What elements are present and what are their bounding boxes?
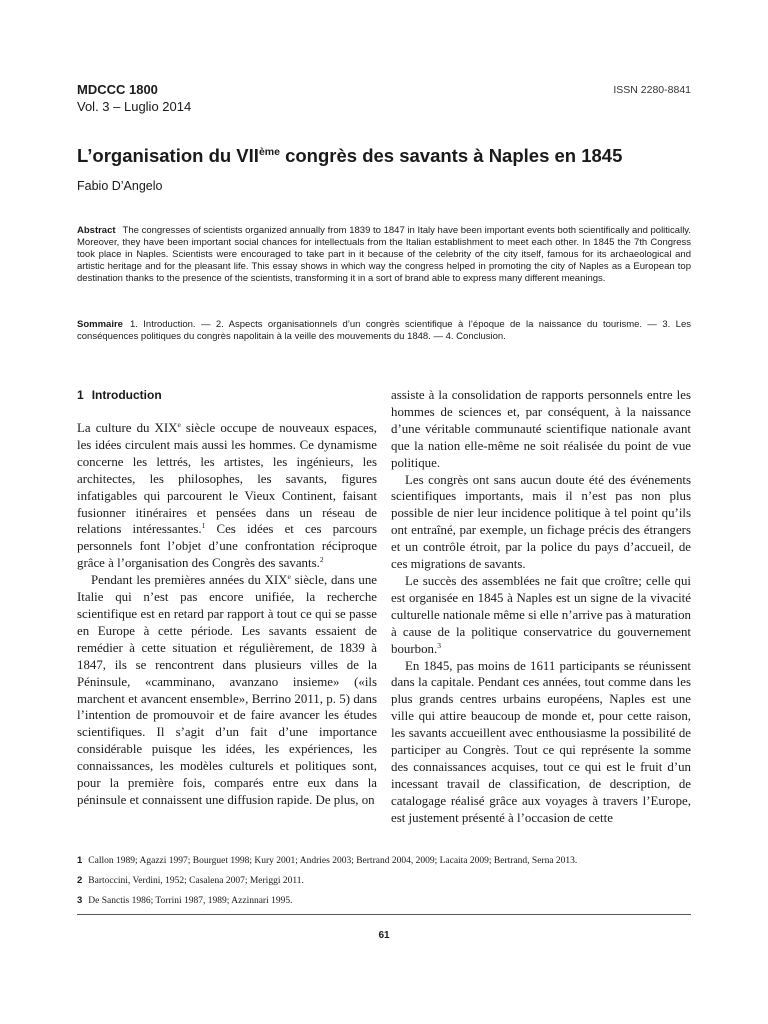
journal-volume: Vol. 3 – Luglio 2014 [77, 99, 192, 114]
text-run: La culture du XIX [77, 421, 178, 435]
text-run: siècle occupe de nouveaux espaces, les idées circulent mais aussi les hommes. Ce dynamisme concerne les lettrés, les artistes, les ingénieurs, les architectes, les philosophes, les savants, figures infatigables qui parcourent le Vieux Continent, faisant fusionner itinéraires et pensées dans un réseau de relations intéressantes. [77, 421, 377, 537]
section-title: Introduction [91, 388, 162, 402]
footnotes [77, 851, 691, 911]
article-title-main: L’organisation du VII [77, 145, 259, 166]
issn: ISSN 2280-8841 [613, 84, 691, 96]
paragraph: Les congrès ont sans aucun doute été des événements scientifiques importants, mais il n’est pas non plus possible de nier leur incidence politique à tel point qu’ils ont entraîné, par exemple, un fichage précis des étrangers et un contrôle étroit, par la police du pays d’accueil, de ces migrations de savants. [391, 472, 691, 572]
footnote-ref: 3 [437, 640, 441, 650]
abstract-label: Abstract [77, 225, 116, 236]
body-column-right [391, 387, 691, 827]
footer-rule [77, 914, 691, 915]
paragraph-continuation: assiste à la consolidation de rapports personnels entre les hommes de sciences et, par conséquent, à la naissance d’une véritable communauté scientifique nationale avant que la nation elle-même ne soit réalisée du point de vue politique. [391, 388, 691, 470]
superscript: e [287, 572, 291, 582]
sommaire [77, 319, 691, 343]
paragraph [391, 573, 691, 658]
paragraph [77, 572, 377, 809]
footnote [77, 891, 691, 911]
superscript: e [177, 420, 181, 429]
footnote-number: 3 [77, 895, 83, 906]
text-run: siècle, dans une Italie qui n’est pas encore unifiée, la recherche scientifique est en retard par rapport à tout ce qui se passe en Europe à cette période. Les savants essaient de remédier à cette situation et régulièrement, de 1839 à 1847, ils se rencontrent dans plusieurs villes de la Péninsule, «camminano, avanzano insieme» («ils marchent et avancent ensemble», Berrino 2011, p. 5) dans l’intention de promouvoir et de faire avancer les études scientifiques. Il s’agit d’un fait d’une importance considérable puisque les idées, les expériences, les connaissances, les modèles culturels et politiques sont, pour la première fois, comparés entre eux dans la péninsule et connaissent une diffusion rapide. De plus, on [77, 573, 377, 807]
text-run: Pendant les premières années du XIX [91, 573, 288, 588]
article-title-rest: congrès des savants à Naples en 1845 [279, 145, 623, 166]
sommaire-label: Sommaire [77, 319, 123, 330]
footnote [77, 851, 691, 871]
body-column-left [77, 420, 377, 809]
author-name: Fabio D’Angelo [77, 179, 163, 193]
text-run: Ces idées et ces parcours personnels font l’objet d’une confrontation réciproque grâce à l’organisation des Congrès des savants. [77, 522, 377, 571]
text-run: Le succès des assemblées ne fait que croître; celle qui est organisée en 1845 à Naples est un signe de la vivacité culturelle nationale même si elle n’arrive pas à maturation à cause de la politique conservatrice du gouvernement bourbon. [391, 573, 691, 656]
journal-name: MDCCC 1800 [77, 82, 158, 97]
paragraph [77, 420, 377, 572]
section-number: 1 [77, 388, 84, 402]
section-heading [77, 388, 162, 402]
footnote-ref: 1 [201, 521, 206, 531]
footnote-text: Bartoccini, Verdini, 1952; Casalena 2007; Meriggi 2011. [88, 876, 304, 886]
abstract [77, 225, 691, 285]
article-title-superscript: ème [258, 146, 280, 158]
page-number: 61 [378, 930, 390, 941]
footnote [77, 871, 691, 891]
sommaire-text: 1. Introduction. — 2. Aspects organisationnels d’un congrès scientifique à l’époque de la naissance du tourisme. — 3. Les conséquences politiques du congrès napolitain à la veille des mouvements du 1848. — 4. Conclusion. [77, 319, 691, 343]
footnote-text: De Sanctis 1986; Torrini 1987, 1989; Azzinnari 1995. [88, 896, 293, 906]
footnote-text: Callon 1989; Agazzi 1997; Bourguet 1998; Kury 2001; Andries 2003; Bertrand 2004, 2009; Lacaita 2009; Bertrand, Serna 2013. [88, 856, 578, 866]
footnote-number: 2 [77, 875, 83, 886]
journal-header [77, 82, 191, 115]
abstract-text: The congresses of scientists organized annually from 1839 to 1847 in Italy have been important events both scientifically and politically. Moreover, they have been important social chances for intellectuals from the Italian establishment to meet each other. In 1845 the 7th Congress took place in Naples. Scientists were encouraged to take part in it because of the celebrity of the city itself, famous for its archaeological and artistic heritage and for the pleasant life. This essay shows in which way the congress helped in promoting the city of Naples as a European top destination thanks to the presence of the scientists, transforming it in a sort of brand able to express many different meanings. [77, 225, 691, 285]
paragraph: En 1845, pas moins de 1611 participants se réunissent dans la capitale. Pendant ces années, tout comme dans les plus grands centres urbains européens, Naples est une ville qui attire beaucoup de monde et, pour cette raison, les savants accueillent avec enthousiasme la possibilité de participer au Congrès. Tout ce qui représente la somme des connaissances acquises, tout ce qui est le fruit d’un incessant travail de classification, de description, de catalogage réalisé grâce aux voyages à travers l’Europe, est justement présenté à l’occasion de cette [391, 658, 691, 825]
footnote-number: 1 [77, 855, 83, 866]
article-title [77, 144, 697, 168]
footnote-ref: 2 [319, 555, 324, 565]
